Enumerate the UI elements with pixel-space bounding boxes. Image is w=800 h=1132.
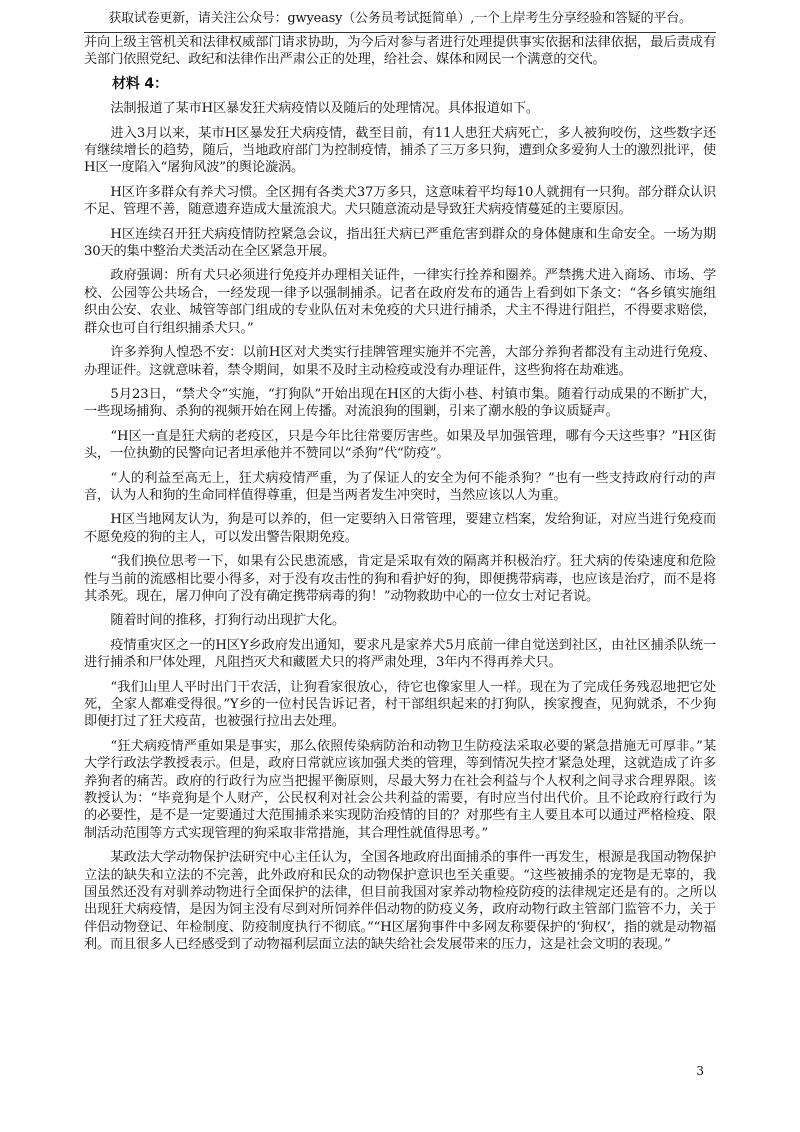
paragraph: 随着时间的推移，打狗行动出现扩大化。 (110, 613, 346, 629)
paragraph-continued: 并向上级主管机关和法律权威部门请求协助，为今后对参与者进行处理提供事实依据和法律依据，最后责成有关部门依照党纪、政纪和法律作出严肃公正的处理，给社会、媒体和网民一个满意的交代。 (84, 35, 716, 68)
paragraph: 5月23日，“禁犬令”实施，“打狗队”开始出现在H区的大街小巷、村镇市集。随着行动成果的不断扩大，一些现场捕狗、杀狗的视频开始在网上传播。对流浪狗的围剿，引来了潮水般的争议质疑声。 (84, 386, 716, 420)
paragraph: 法制报道了某市H区暴发狂犬病疫情以及随后的处理情况。具体报道如下。 (110, 101, 539, 117)
paragraph: H区当地网友认为，狗是可以养的，但一定要纳入日常管理，要建立档案，发给狗证，对应当进行免疫而不愿免疫的狗的主人，可以发出警告限期免疫。 (84, 512, 716, 545)
paragraph: H区连续召开狂犬病疫情防控紧急会议，指出狂犬病已严重危害到群众的身体健康和生命安全。一场为期30天的集中整治犬类活动在全区紧急开展。 (84, 226, 716, 260)
paragraph: “狂犬病疫情严重如果是事实，那么依照传染病防治和动物卫生防疫法采取必要的紧急措施无可厚非。”某大学行政法学教授表示。但是，政府日常就应该加强犬类的管理，等到情况失控才紧急处理，这就造成了许多养狗者的痛苦。政府的行政行为应当把握平衡原则，尽最大努力在社会利益与个人权利之间寻求合理界限。该教授认为：“毕竟狗是个人财产，公民权利对社会公共利益的需要，有时应当付出代价。且不论政府行政行为的必要性，是不是一定要通过大范围捕杀来实现防治疫情的目的？对那些有主人要且本可以通过严格检疫、限制活动范围等方式实现管理的狗采取非常措施，其合理性就值得思考。” (84, 738, 716, 841)
paragraph: 进入3月以来，某市H区暴发狂犬病疫情，截至目前，有11人患狂犬病死亡，多人被狗咬伤，这些数字还有继续增长的趋势，随后，当地政府部门为控制疫情，捕杀了三万多只狗，遭到众多爱狗人士的激烈批评，使H区一度陷入“屠狗风波”的舆论漩涡。 (84, 125, 716, 176)
page-header: 获取试卷更新，请关注公众号：gwyeasy（公务员考试挺简单）,一个上岸考生分享经验和答疑的平台。 (84, 10, 716, 33)
page-number: 3 (696, 1064, 704, 1078)
paragraph: 政府强调：所有犬只必须进行免疫并办理相关证件，一律实行拴养和圈养。严禁携犬进入商场、市场、学校、公园等公共场合，一经发现一律予以强制捕杀。记者在政府发布的通告上看到如下条文：“各乡镇实施组织由公安、农业、城管等部门组成的专业队伍对未免疫的犬只进行捕杀，犬主不得进行阻拦，不得要求赔偿，群众也可自行组织捕杀犬只。” (84, 268, 716, 336)
section-heading: 材料 4： (112, 75, 168, 92)
paragraph: “H区一直是狂犬病的老疫区，只是今年比往常要厉害些。如果及早加强管理，哪有今天这些事？”H区街头，一位执勤的民警向记者坦承他并不赞同以“杀狗”代“防疫”。 (84, 428, 716, 462)
paragraph: 某政法大学动物保护法研究中心主任认为，全国各地政府出面捕杀的事件一再发生，根源是我国动物保护立法的缺失和立法的不完善，此外政府和民众的动物保护意识也至关重要。“这些被捕杀的宠物是无辜的，我国虽然还没有对驯养动物进行全面保护的法律，但目前我国对家养动物检疫防疫的法律规定还是有的。之所以出现狂犬病疫情，是因为饲主没有尽到对所饲养伴侣动物的防疫义务，政府动物行政主管部门监管不力，关于伴侣动物登记、年检制度、防疫制度执行不彻底。”“H区屠狗事件中多网友称要保护的‘狗权’，指的就是动物福利。而且很多人已经感受到了动物福利层面立法的缺失给社会发展带来的压力，这是社会文明的表现。” (84, 850, 716, 953)
document-body (84, 34, 716, 961)
paragraph: “我们换位思考一下，如果有公民患流感，肯定是采取有效的隔离并积极治疗。狂犬病的传染速度和危险性与当前的流感相比要小得多，对于没有攻击性的狗和看护好的狗，即便携带病毒，也应该是治疗，而不是将其杀死。现在，屠刀伸向了没有确定携带病毒的狗！”动物救助中心的一位女士对记者说。 (84, 554, 716, 604)
paragraph: 许多养狗人惶恐不安：以前H区对犬类实行挂牌管理实施并不完善，大部分养狗者都没有主动进行免疫、办理证件。这就意味着，禁令期间，如果不及时主动检疫或没有办理证件，这些狗将在劫难逃。 (84, 345, 716, 378)
paragraph: H区许多群众有养犬习惯。全区拥有各类犬37万多只，这意味着平均每10人就拥有一只狗。部分群众认识不足、管理不善，随意遗弃造成大量流浪犬。犬只随意流动是导致狂犬病疫情蔓延的主要原因。 (84, 184, 716, 218)
paragraph: “我们山里人平时出门干农活，让狗看家很放心，待它也像家里人一样。现在为了完成任务残忍地把它处死，全家人都难受得很。”Y乡的一位村民告诉记者，村干部组织起来的打狗队，挨家搜查，见狗就杀，不少狗即便打过了狂犬疫苗，也被强行拉出去处理。 (84, 679, 716, 730)
paragraph: “人的利益至高无上，狂犬病疫情严重，为了保证人的安全为何不能杀狗？”也有一些支持政府行动的声音，认为人和狗的生命同样值得尊重，但是当两者发生冲突时，当然应该以人为重。 (84, 470, 716, 503)
paragraph: 疫情重灾区之一的H区Y乡政府发出通知，要求凡是家养犬5月底前一律自觉送到社区，由社区捕杀队统一进行捕杀和尸体处理，凡阻挡灭犬和藏匿犬只的将严肃处理，3年内不得再养犬只。 (84, 637, 716, 671)
